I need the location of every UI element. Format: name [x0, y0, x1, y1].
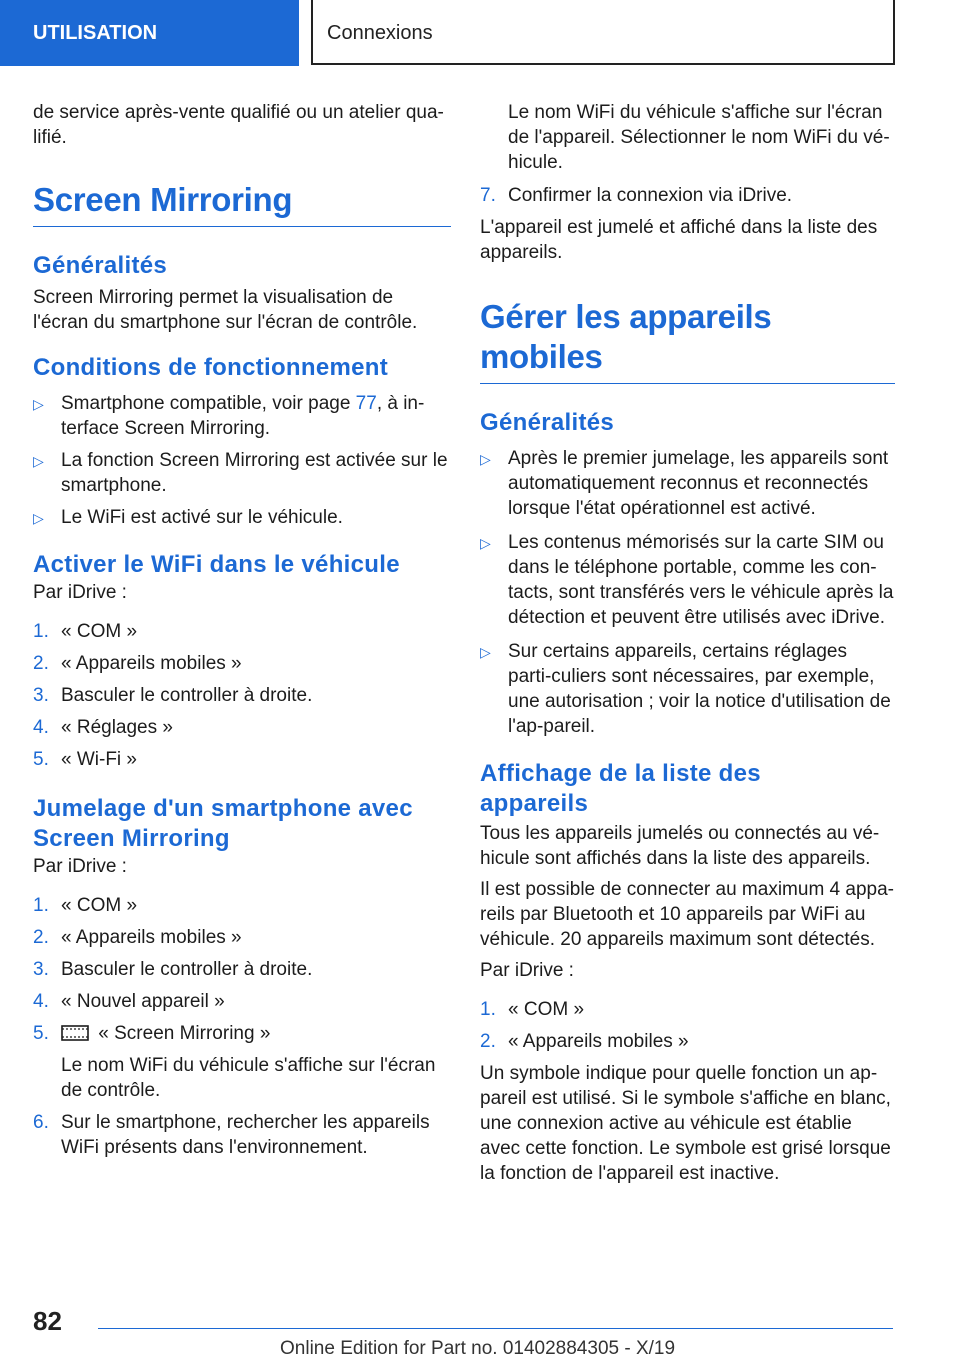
device-list-text-1: Tous les appareils jumelés ou connectés au vé-hicule sont affichés dans la liste des appareils.: [480, 823, 880, 869]
list-item: 4. « Réglages »: [33, 717, 173, 738]
pairing-steps: [33, 893, 451, 1160]
list-item: ▷ La fonction Screen Mirroring est activée sur le smartphone.: [33, 450, 448, 496]
bullet-triangle-icon: ▷: [480, 451, 491, 467]
page-link[interactable]: 77: [355, 393, 377, 414]
bullet-triangle-icon: ▷: [480, 535, 491, 551]
left-column: [33, 100, 451, 1167]
list-item: 5. « Screen Mirroring » Le nom WiFi du véhicule s'affiche sur l'écran de contrôle.: [33, 1021, 451, 1103]
list-item: ▷ Après le premier jumelage, les appareils sont automatiquement reconnus et reconnectés lorsque l'état opérationnel est activé.: [480, 448, 889, 519]
screen-mirroring-title: Screen Mirroring: [33, 174, 451, 227]
intro-text: de service après-vente qualifié ou un atelier qua-lifié.: [33, 102, 444, 148]
bullet-triangle-icon: ▷: [33, 510, 44, 526]
conditions-list: [33, 391, 451, 530]
list-item: 5. « Wi-Fi »: [33, 749, 137, 770]
list-item: 2. « Appareils mobiles »: [33, 927, 242, 948]
right-column: [480, 100, 895, 1192]
pairing-heading: Jumelage d'un smartphone avec Screen Mirroring: [33, 795, 413, 852]
wifi-steps: [33, 619, 451, 772]
bullet-triangle-icon: ▷: [33, 453, 44, 469]
manage-devices-title: Gérer les appareils mobiles: [480, 291, 895, 384]
continued-text: Le nom WiFi du véhicule s'affiche sur l'écran de l'appareil. Sélectionner le nom WiFi du vé-hicule.: [508, 102, 890, 173]
device-list-heading: Affichage de la liste des appareils: [480, 760, 761, 817]
section-tab[interactable]: Connexions: [311, 0, 895, 65]
list-item: 1. « COM »: [33, 621, 138, 642]
list-item: 2. « Appareils mobiles »: [480, 1031, 689, 1052]
device-list-steps: [480, 997, 895, 1054]
list-item: ▷ Sur certains appareils, certains réglages parti-culiers sont nécessaires, par exemple, une autorisation ; voir la notice d'utilisation de l'ap-pareil.: [480, 641, 891, 737]
list-item: 1. « COM »: [33, 895, 138, 916]
generalites-list: [480, 446, 895, 739]
screen-mirroring-icon: [61, 1025, 89, 1041]
chapter-tab[interactable]: UTILISATION: [0, 0, 299, 66]
list-item: 6. Sur le smartphone, rechercher les appareils WiFi présents dans l'environnement.: [33, 1112, 430, 1158]
list-item: ▷ Le WiFi est activé sur le véhicule.: [33, 505, 451, 530]
list-item: ▷ Les contenus mémorisés sur la carte SIM ou dans le téléphone portable, comme les con-tacts, sont transférés vers le véhicule après la détection et peuvent être utilisés avec iDrive.: [480, 532, 894, 628]
page-header: [0, 0, 960, 66]
symbol-text: Un symbole indique pour quelle fonction un ap-pareil est utilisé. Si le symbole s'affiche en blanc, une connexion active au véhicule est établie avec cette fonction. Le symbole est grisé lorsque la fonction de l'appareil est inactive.: [480, 1063, 891, 1184]
list-item: 4. « Nouvel appareil »: [33, 991, 225, 1012]
generalites-text: Screen Mirroring permet la visualisation de l'écran du smartphone sur l'écran de contrôle.: [33, 287, 418, 333]
list-item: 1. « COM »: [480, 999, 585, 1020]
step-subtext: Le nom WiFi du véhicule s'affiche sur l'écran de contrôle.: [61, 1055, 436, 1101]
device-list-text-2: Il est possible de connecter au maximum 4 appa-reils par Bluetooth et 10 appareils par WiFi au véhicule. 20 appareils maximum sont détectés.: [480, 879, 894, 950]
wifi-heading: Activer le WiFi dans le véhicule: [33, 551, 400, 578]
footer-divider: [98, 1328, 893, 1329]
edition-text: Online Edition for Part no. 01402884305 - X/19: [280, 1338, 676, 1359]
wifi-intro: Par iDrive :: [33, 582, 127, 603]
page-number: 82: [33, 1306, 62, 1336]
paired-text: L'appareil est jumelé et affiché dans la liste des appareils.: [480, 217, 878, 263]
pairing-steps-continued: [480, 183, 895, 208]
bullet-triangle-icon: ▷: [33, 396, 44, 412]
list-item: 7. Confirmer la connexion via iDrive.: [480, 185, 793, 206]
list-item: 3. Basculer le controller à droite.: [33, 685, 313, 706]
list-item: ▷ Smartphone compatible, voir page 77, à in-terface Screen Mirroring.: [33, 393, 425, 439]
list-item: 3. Basculer le controller à droite.: [33, 959, 313, 980]
device-list-intro: Par iDrive :: [480, 960, 574, 981]
pairing-intro: Par iDrive :: [33, 856, 127, 877]
generalites-heading: Généralités: [480, 409, 615, 436]
list-item: 2. « Appareils mobiles »: [33, 653, 242, 674]
bullet-triangle-icon: ▷: [480, 644, 491, 660]
generalites-heading: Généralités: [33, 252, 168, 279]
conditions-heading: Conditions de fonctionnement: [33, 354, 389, 381]
